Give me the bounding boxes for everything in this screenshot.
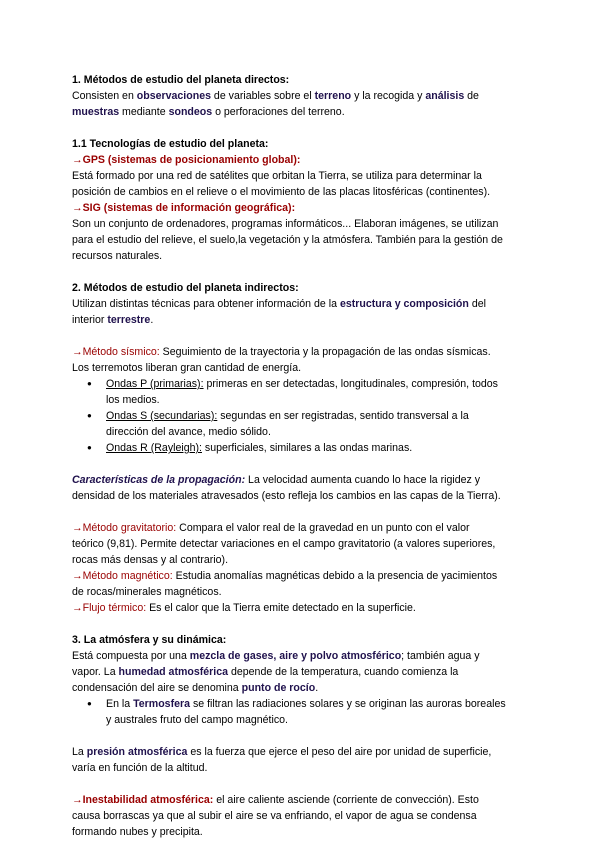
section-2-title: 2. Métodos de estudio del planeta indirectos: — [72, 282, 299, 294]
instability-text-2: causa borrascas ya que al subir el aire se va enfriando, el vapor de agua se condensa — [72, 810, 477, 822]
propagation-text: densidad de los materiales atravesados (esto refleja los cambios en las capas de la Tierra). — [72, 490, 501, 502]
section-3-body-3: condensación del aire se denomina punto de rocío. — [72, 682, 319, 694]
sig-text-2: para el estudio del relieve, el suelo,la vegetación y la atmósfera. También para la gestión de — [72, 234, 503, 246]
pressure-text-2: varía en función de la altitud. — [72, 762, 208, 774]
gravity-method: →Método gravitatorio: Compara el valor real de la gravedad en un punto con el valor — [72, 522, 470, 534]
magnetic-method: →Método magnético: Estudia anomalías magnéticas debido a la presencia de yacimientos — [72, 570, 498, 582]
list-item: ● Ondas P (primarias): primeras en ser detectadas, longitudinales, compresión, todos los medios. — [106, 376, 534, 408]
instability-text-3: formando nubes y precipita. — [72, 826, 203, 838]
list-item: ● En la Termosfera se filtran las radiaciones solares y se originan las auroras boreales y australes fruto del campo magnético. — [106, 696, 534, 728]
document-page — [72, 72, 534, 840]
gps-text: Está formado por una red de satélites que orbitan la Tierra, se utiliza para determinar la — [72, 170, 482, 182]
section-1-1-title: 1.1 Tecnologías de estudio del planeta: — [72, 138, 269, 150]
magnetic-text: de rocas/minerales magnéticos. — [72, 586, 222, 598]
section-1-body-2: muestras mediante sondeos o perforaciones del terreno. — [72, 106, 345, 118]
section-3-body: Está compuesta por una mezcla de gases, aire y polvo atmosférico; también agua y — [72, 650, 480, 662]
thermal-flux: →Flujo térmico: Es el calor que la Tierra emite detectado en la superficie. — [72, 602, 416, 614]
section-3-title: 3. La atmósfera y su dinámica: — [72, 634, 227, 646]
section-3-body-2: vapor. La humedad atmosférica depende de la temperatura, cuando comienza la — [72, 666, 459, 678]
seismic-text: Los terremotos liberan gran cantidad de energía. — [72, 362, 302, 374]
sig-heading: →SIG (sistemas de información geográfica): — [72, 202, 296, 214]
propagation-characteristics: Características de la propagación: La velocidad aumenta cuando lo hace la rigidez y — [72, 474, 481, 486]
seismic-method: →Método sísmico: Seguimiento de la trayectoria y la propagación de las ondas sísmicas. — [72, 346, 491, 358]
thermosphere-list — [72, 696, 534, 728]
gravity-text-2: rocas más densas y al contrario). — [72, 554, 229, 566]
gps-text-2: posición de cambios en el relieve o el movimiento de las placas litosféricas (continentes). — [72, 186, 491, 198]
wave-list — [72, 376, 534, 456]
sig-text: Son un conjunto de ordenadores, programas informáticos... Elaboran imágenes, se utilizan — [72, 218, 499, 230]
section-1-body: Consisten en observaciones de variables sobre el terreno y la recogida y análisis de — [72, 90, 479, 102]
gravity-text: teórico (9,81). Permite detectar variaciones en el campo gravitatorio (a valores superiores, — [72, 538, 496, 550]
pressure-text: La presión atmosférica es la fuerza que ejerce el peso del aire por unidad de superficie, — [72, 746, 492, 758]
sig-text-3: recursos naturales. — [72, 250, 163, 262]
list-item: ● Ondas R (Rayleigh): superficiales, similares a las ondas marinas. — [106, 440, 534, 456]
instability-text: →Inestabilidad atmosférica: el aire caliente asciende (corriente de convección). Esto — [72, 794, 479, 806]
section-2-body: Utilizan distintas técnicas para obtener información de la estructura y composición del — [72, 298, 486, 310]
section-1-title: 1. Métodos de estudio del planeta directos: — [72, 74, 290, 86]
section-2-body-2: interior terrestre. — [72, 314, 154, 326]
gps-heading: →GPS (sistemas de posicionamiento global): — [72, 154, 301, 166]
list-item: ● Ondas S (secundarias): segundas en ser registradas, sentido transversal a la dirección del avance, medio sólido. — [106, 408, 534, 440]
